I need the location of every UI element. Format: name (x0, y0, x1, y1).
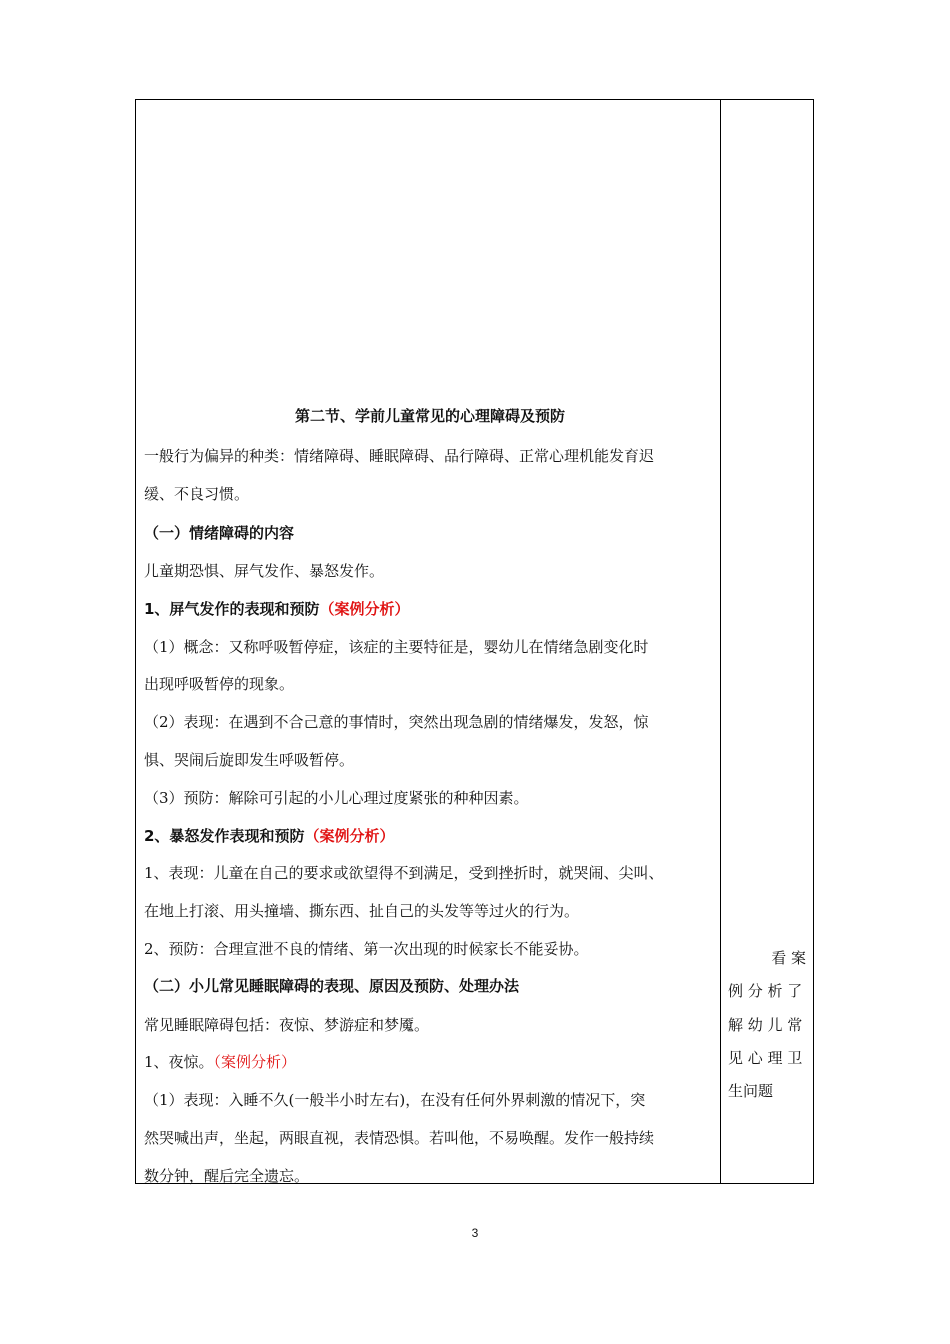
intro-line-1: 一般行为偏异的种类：情绪障碍、睡眠障碍、品行障碍、正常心理机能发育迟 (144, 447, 655, 465)
heading-emotional-disorders: （一）情绪障碍的内容 (144, 524, 295, 542)
tantrum-prevention-line: 2、预防：合理宣泄不良的情绪、第一次出现的时候家长不能妥协。 (144, 940, 589, 958)
heading-breath-holding: 1、屏气发作的表现和预防（案例分析） (144, 600, 410, 618)
side-note-line-2: 例 分 析 了 (728, 982, 803, 1000)
heading-tantrum: 2、暴怒发作表现和预防（案例分析） (144, 827, 395, 845)
concept-line-1: （1）概念：又称呼吸暂停症，该症的主要特征是，婴幼儿在情绪急剧变化时 (144, 638, 649, 656)
case-analysis-note: （案例分析） (304, 827, 395, 845)
symptom-line-1: （2）表现：在遇到不合己意的事情时，突然出现急剧的情绪爆发，发怒，惊 (144, 713, 649, 731)
case-analysis-note: （案例分析） (213, 1053, 297, 1071)
side-note-line-4: 见 心 理 卫 (728, 1049, 803, 1067)
intro-line-2: 缓、不良习惯。 (144, 485, 250, 503)
tantrum-symptom-line-1: 1、表现：儿童在自己的要求或欲望得不到满足，受到挫折时，就哭闹、尖叫、 (144, 864, 664, 882)
concept-line-2: 出现呼吸暂停的现象。 (144, 675, 295, 693)
night-terror-line-2: 然哭喊出声，坐起，两眼直视，表情恐惧。若叫他，不易唤醒。发作一般持续 (144, 1129, 655, 1147)
sleep-disorders-list: 常见睡眠障碍包括：夜惊、梦游症和梦魇。 (144, 1016, 430, 1034)
side-note-line-3: 解 幼 儿 常 (728, 1016, 803, 1034)
emotional-disorders-list: 儿童期恐惧、屏气发作、暴怒发作。 (144, 562, 385, 580)
symptom-line-2: 惧、哭闹后旋即发生呼吸暂停。 (144, 751, 355, 769)
content-table (135, 99, 814, 1184)
night-terror-line-3: 数分钟，醒后完全遗忘。 (144, 1167, 310, 1185)
column-divider (720, 100, 721, 1183)
case-analysis-note: （案例分析） (319, 600, 410, 618)
tantrum-symptom-line-2: 在地上打滚、用头撞墙、撕东西、扯自己的头发等等过火的行为。 (144, 902, 580, 920)
night-terror-heading: 1、夜惊。（案例分析） (144, 1053, 297, 1071)
prevention-line: （3）预防：解除可引起的小儿心理过度紧张的种种因素。 (144, 789, 529, 807)
heading-sleep-disorders: （二）小儿常见睡眠障碍的表现、原因及预防、处理办法 (144, 977, 520, 995)
night-terror-line-1: （1）表现：入睡不久(一般半小时左右)，在没有任何外界刺激的情况下，突 (144, 1091, 646, 1109)
section-title: 第二节、学前儿童常见的心理障碍及预防 (294, 407, 565, 425)
page-number: 3 (471, 1226, 479, 1240)
side-note-line-1: 看 案 (771, 949, 806, 967)
side-note-line-5: 生问题 (728, 1082, 774, 1100)
